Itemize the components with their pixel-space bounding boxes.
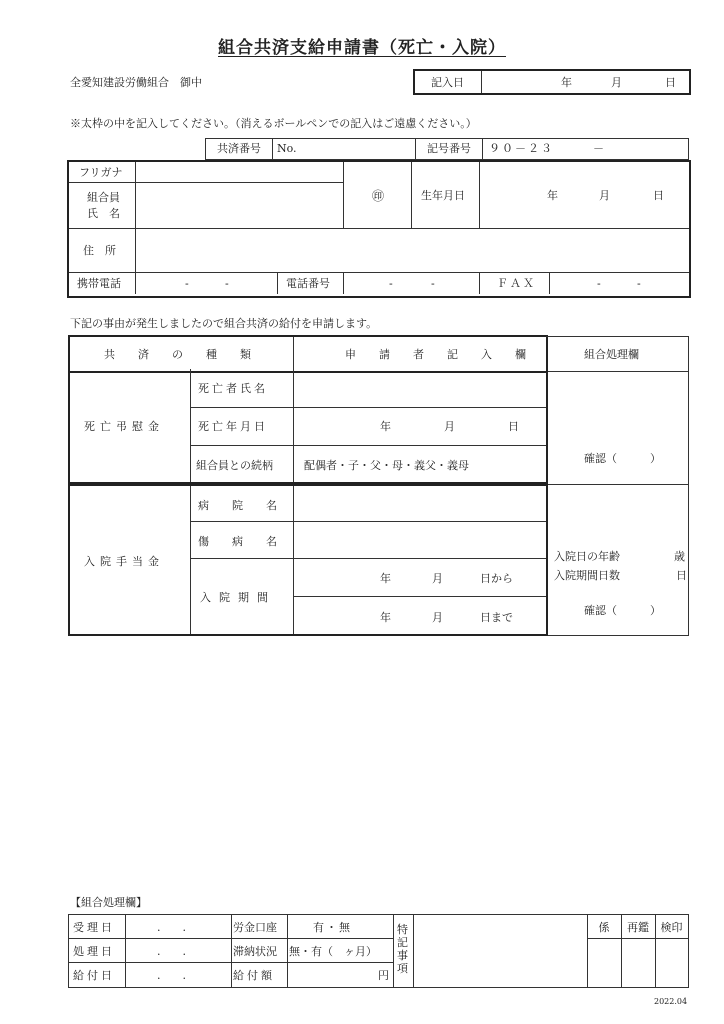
special-notes-label: 特記事項 (397, 923, 408, 975)
age-unit: 歳 (674, 550, 685, 563)
death-month-unit: 月 (444, 420, 455, 433)
injury-name-label: 傷 病 名 (198, 535, 283, 548)
instruction-text: ※太枠の中を記入してください。（消えるボールペンでの記入はご遠慮ください。） (70, 117, 477, 130)
processed-label: 処理日 (73, 945, 115, 958)
furigana-label: フリガナ (79, 166, 123, 179)
year-unit: 年 (561, 76, 572, 89)
received-date: . . (157, 921, 186, 934)
office-column (546, 336, 689, 636)
processed-date: . . (157, 945, 186, 958)
staff-label: 係 (598, 921, 610, 934)
deceased-name-input[interactable] (295, 370, 545, 406)
member-info-frame (67, 160, 691, 298)
recipient-label: 全愛知建設労働組合 御中 (70, 76, 202, 89)
injury-name-input[interactable] (295, 523, 545, 557)
period-label: 入院期間 (200, 591, 276, 604)
number-row (205, 138, 689, 160)
kyosai-no-prefix: No. (277, 141, 297, 155)
to-suffix: 日まで (480, 611, 513, 624)
hospital-name-label: 病 院 名 (198, 499, 283, 512)
application-intro: 下記の事由が発生しましたので組合共済の給付を申請します。 (70, 317, 378, 330)
birth-day-unit: 日 (653, 189, 664, 202)
death-section (68, 369, 548, 484)
mobile-input[interactable] (137, 273, 276, 293)
death-benefit-label: 死亡弔慰金 (84, 420, 164, 433)
fax-input[interactable] (551, 273, 687, 293)
hospital-section (68, 484, 548, 636)
from-suffix: 日から (480, 572, 513, 585)
special-notes-area[interactable] (415, 916, 585, 986)
arrears-label: 滞納状況 (233, 945, 277, 958)
fill-date-label: 記入日 (431, 76, 464, 89)
fill-date-box (413, 69, 691, 95)
kigou-label: 記号番号 (416, 139, 483, 160)
received-label: 受理日 (73, 921, 115, 934)
birth-month-unit: 月 (599, 189, 610, 202)
tel-dash-1: - (389, 277, 393, 290)
fax-label: ＦＡＸ (497, 277, 536, 290)
seal-mark: ㊞ (372, 189, 385, 203)
month-unit: 月 (611, 76, 622, 89)
yen-unit: 円 (378, 969, 389, 982)
kyosai-no-field[interactable] (273, 139, 416, 160)
inspect-label: 検印 (660, 921, 683, 934)
recheck-label: 再鑑 (627, 921, 649, 934)
hospital-benefit-label: 入院手当金 (84, 555, 164, 568)
kyosai-no-label: 共済番号 (206, 139, 273, 160)
to-year-unit: 年 (380, 611, 391, 624)
death-year-unit: 年 (380, 420, 391, 433)
fill-date-input[interactable] (483, 72, 683, 92)
rokin-value: 有・無 (313, 921, 352, 934)
arrears-value: 無・有（ ヶ月） (289, 945, 377, 958)
rokin-label: 労金口座 (233, 921, 277, 934)
mobile-dash-2: - (225, 277, 229, 290)
tel-label: 電話番号 (286, 277, 330, 290)
relation-label: 組合員との続柄 (196, 459, 273, 472)
col-office-header: 組合処理欄 (584, 348, 639, 361)
to-month-unit: 月 (432, 611, 443, 624)
fax-dash-1: - (597, 277, 601, 290)
kigou-field[interactable]: ９０－２３ － (483, 139, 689, 160)
hospital-confirm: 確認（ ） (584, 604, 661, 617)
paid-date: . . (157, 969, 186, 982)
col-type-header: 共 済 の 種 類 (104, 348, 257, 361)
death-day-unit: 日 (508, 420, 519, 433)
birth-year-unit: 年 (547, 189, 558, 202)
fax-dash-2: - (637, 277, 641, 290)
death-confirm: 確認（ ） (584, 452, 661, 465)
tel-dash-2: - (431, 277, 435, 290)
from-month-unit: 月 (432, 572, 443, 585)
office-section-label: 【組合処理欄】 (70, 896, 147, 909)
days-unit: 日 (676, 569, 687, 582)
mobile-label: 携帯電話 (77, 277, 121, 290)
days-label: 入院期間日数 (554, 569, 620, 582)
birth-label: 生年月日 (421, 189, 465, 202)
age-label: 入院日の年齢 (554, 550, 620, 563)
address-label: 住 所 (83, 244, 116, 257)
address-input[interactable] (137, 230, 687, 271)
death-date-label: 死亡年月日 (198, 420, 268, 433)
office-table (68, 914, 689, 988)
page-title: 組合共済支給申請書（死亡・入院） (218, 38, 506, 58)
day-unit: 日 (665, 76, 676, 89)
version-label: 2022.04 (654, 997, 688, 1006)
hospital-name-input[interactable] (295, 487, 545, 520)
name-label-line2: 氏 名 (87, 207, 120, 220)
relation-options[interactable]: 配偶者・子・父・母・義父・義母 (304, 459, 469, 472)
col-entry-header: 申 請 者 記 入 欄 (345, 348, 532, 361)
amount-label: 給付額 (233, 969, 275, 982)
name-label-line1: 組合員 (87, 191, 120, 204)
tel-input[interactable] (345, 273, 478, 293)
member-name-input[interactable] (137, 184, 342, 227)
application-header (68, 335, 548, 373)
deceased-name-label: 死亡者氏名 (198, 382, 268, 395)
from-year-unit: 年 (380, 572, 391, 585)
furigana-input[interactable] (137, 163, 342, 181)
mobile-dash-1: - (185, 277, 189, 290)
paid-label: 給付日 (73, 969, 115, 982)
